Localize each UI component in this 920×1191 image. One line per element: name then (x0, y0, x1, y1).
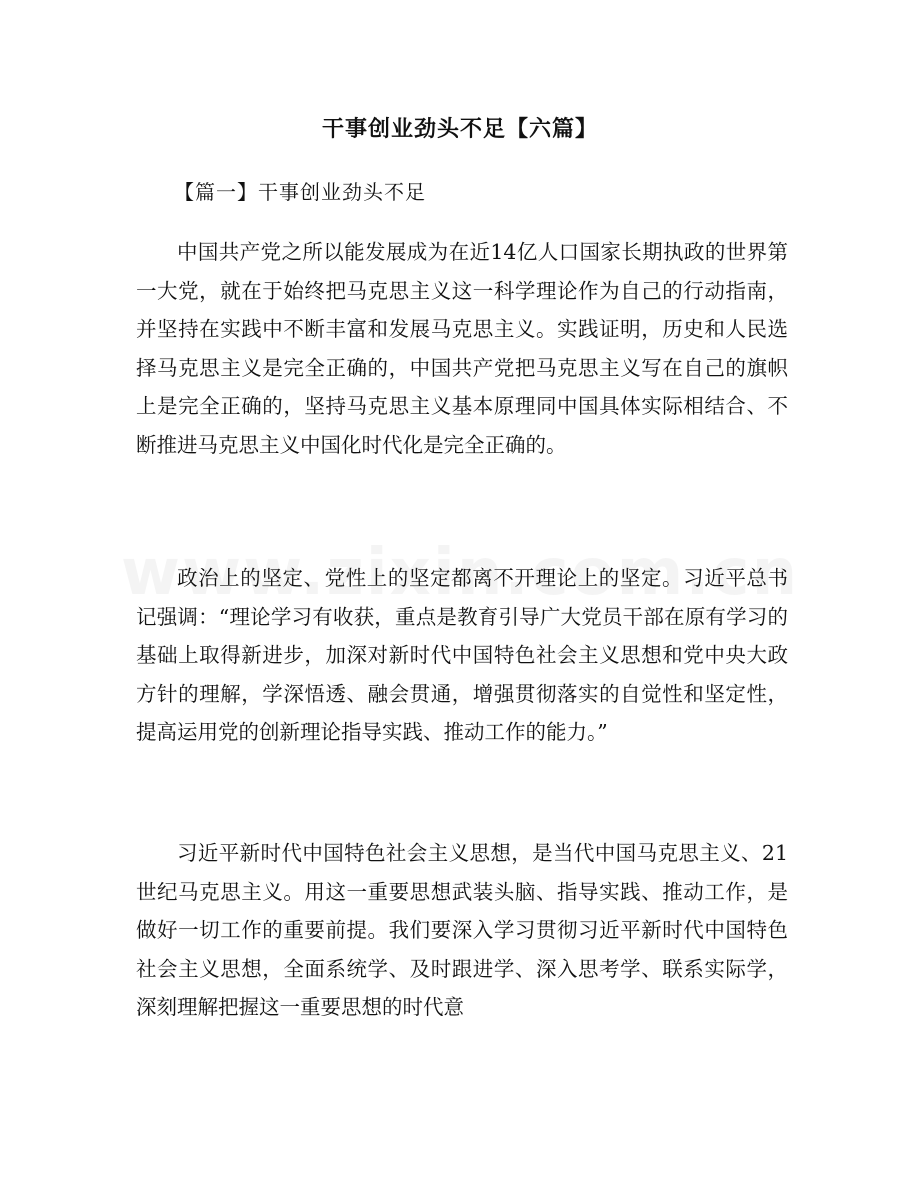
document-title: 干事创业劲头不足【六篇】 (321, 117, 598, 142)
paragraph-2: 政治上的坚定、党性上的坚定都离不开理论上的坚定。习近平总书记强调：“理论学习有收获，重点是教育引导广大党员干部在原有学习的基础上取得新进步，加深对新时代中国特色社会主义思想和党中央大政方针的理解，学深悟透、融会贯通，增强贯彻落实的自觉性和坚定性，提高运用党的创新理论指导实践、推动工作的能力。” (136, 566, 788, 744)
paragraph-1: 中国共产党之所以能发展成为在近14亿人口国家长期执政的世界第一大党，就在于始终把马克思主义这一科学理论作为自己的行动指南，并坚持在实践中不断丰富和发展马克思主义。实践证明，历史和人民选择马克思主义是完全正确的，中国共产党把马克思主义写在自己的旗帜上是完全正确的，坚持马克思主义基本原理同中国具体实际相结合、不断推进马克思主义中国化时代化是完全正确的。 (136, 240, 788, 457)
paragraph-3: 习近平新时代中国特色社会主义思想，是当代中国马克思主义、21世纪马克思主义。用这一重要思想武装头脑、指导实践、推动工作，是做好一切工作的重要前提。我们要深入学习贯彻习近平新时代中国特色社会主义思想，全面系统学、及时跟进学、深入思考学、联系实际学，深刻理解把握这一重要思想的时代意 (136, 841, 788, 1019)
section-heading: 【篇一】干事创业劲头不足 (174, 180, 426, 204)
